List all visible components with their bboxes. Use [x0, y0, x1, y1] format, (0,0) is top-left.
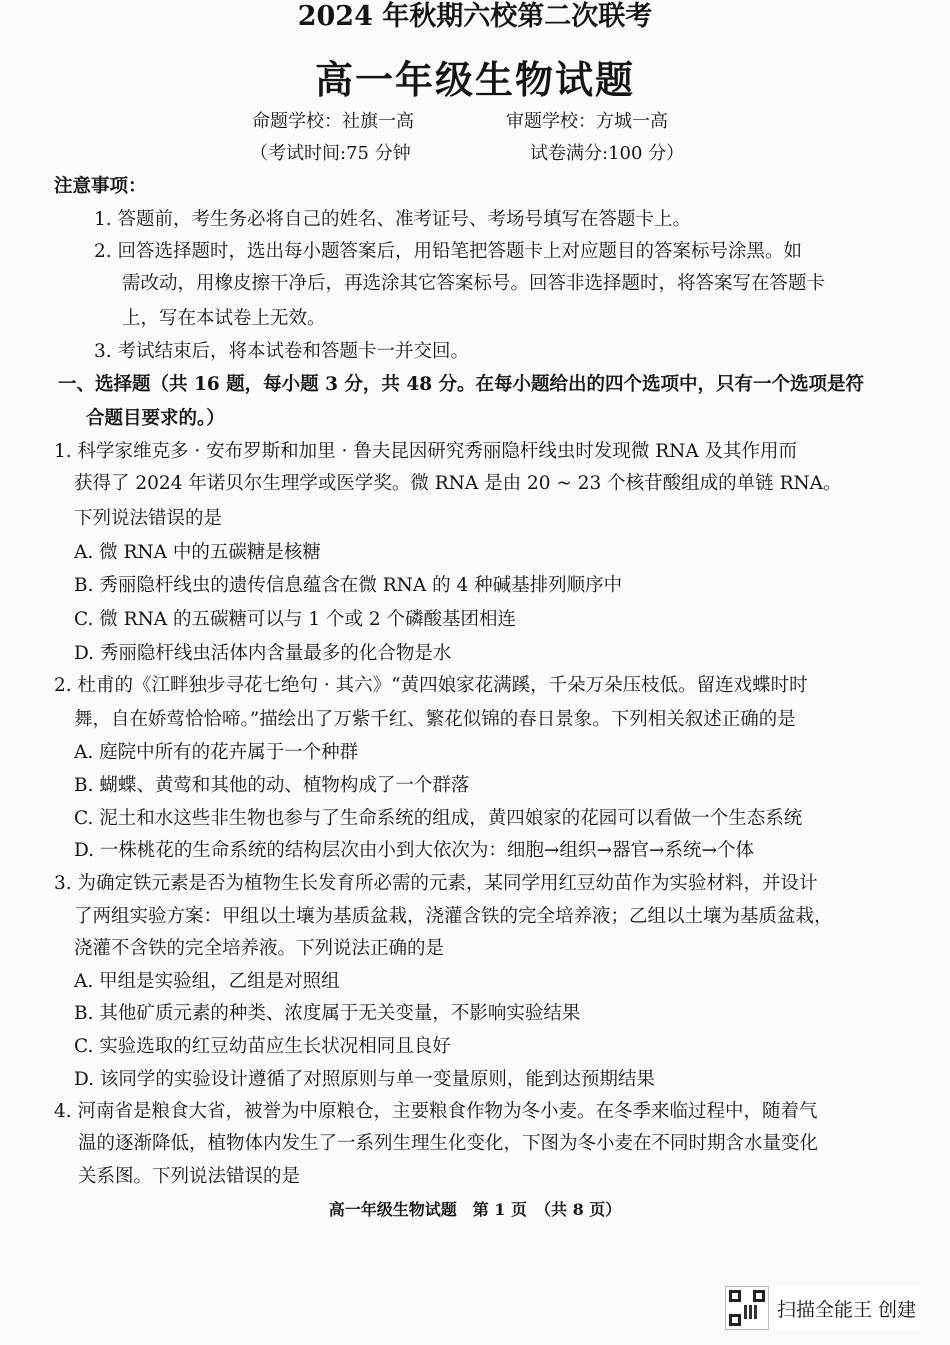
q2-option-b: B. 蝴蝶、黄莺和其他的动、植物构成了一个群落	[74, 775, 470, 796]
page-footer: 高一年级生物试题 第 1 页 （共 8 页）	[328, 1200, 622, 1219]
q1-option-d: D. 秀丽隐杆线虫活体内含量最多的化合物是水	[74, 643, 452, 664]
q1-stem-line-3: 下列说法错误的是	[74, 508, 223, 529]
q3-option-b: B. 其他矿质元素的种类、浓度属于无关变量，不影响实验结果	[74, 1003, 581, 1024]
q1-stem-line-2: 获得了 2024 年诺贝尔生理学或医学奖。微 RNA 是由 20 ~ 23 个核苷酸组成的单链 RNA。	[74, 473, 842, 494]
q4-stem-line-2: 温的逐渐降低，植物体内发生了一系列生理生化变化，下图为冬小麦在不同时期含水量变化	[78, 1133, 819, 1154]
q2-option-a: A. 庭院中所有的花卉属于一个种群	[74, 742, 359, 763]
q3-stem-line-2: 了两组实验方案：甲组以土壤为基质盆栽，浇灌含铁的完全培养液；乙组以土壤为基质盆栽，	[74, 906, 833, 927]
note-2-line-1: 2. 回答选择题时，选出每小题答案后，用铅笔把答题卡上对应题目的答案标号涂黑。如	[94, 241, 803, 262]
subject-title: 高一年级生物试题	[314, 57, 635, 102]
q3-stem-line-3: 浇灌不含铁的完全培养液。下列说法正确的是	[74, 938, 445, 959]
q1-option-b: B. 秀丽隐杆线虫的遗传信息蕴含在微 RNA 的 4 种碱基排列顺序中	[74, 575, 623, 596]
setter-school: 命题学校：社旗一高	[252, 111, 414, 132]
exam-title: 2024 年秋期六校第二次联考	[297, 1, 653, 32]
q4-stem-line-3: 关系图。下列说法错误的是	[78, 1166, 301, 1187]
q4-stem-line-1: 4. 河南省是粮食大省，被誉为中原粮仓，主要粮食作物为冬小麦。在冬季来临过程中，随着气	[54, 1101, 818, 1122]
full-score: 试卷满分:100 分）	[530, 143, 685, 164]
section-heading-line-2: 合题目要求的。）	[86, 408, 225, 429]
q1-stem-line-1: 1. 科学家维克多 · 安布罗斯和加里 · 鲁夫昆因研究秀丽隐杆线虫时发现微 RNA 及其作用而	[54, 441, 798, 462]
exam-time: （考试时间:75 分钟	[250, 143, 411, 164]
q1-option-a: A. 微 RNA 中的五碳糖是核糖	[74, 542, 321, 563]
q3-option-a: A. 甲组是实验组，乙组是对照组	[74, 971, 340, 992]
note-1: 1. 答题前，考生务必将自己的姓名、准考证号、考场号填写在答题卡上。	[94, 209, 692, 230]
q1-option-c: C. 微 RNA 的五碳糖可以与 1 个或 2 个磷酸基团相连	[74, 609, 517, 630]
q2-option-c: C. 泥土和水这些非生物也参与了生命系统的组成，黄四娘家的花园可以看做一个生态系统	[74, 808, 803, 829]
q3-stem-line-1: 3. 为确定铁元素是否为植物生长发育所必需的元素，某同学用红豆幼苗作为实验材料，并设计	[54, 873, 818, 894]
note-3: 3. 考试结束后，将本试卷和答题卡一并交回。	[94, 341, 470, 362]
q2-stem-line-2: 舞，自在娇莺恰恰啼。”描绘出了万紫千红、繁花似锦的春日景象。下列相关叙述正确的是	[74, 709, 796, 730]
q3-option-c: C. 实验选取的红豆幼苗应生长状况相同且良好	[74, 1036, 451, 1057]
q3-option-d: D. 该同学的实验设计遵循了对照原则与单一变量原则，能到达预期结果	[74, 1069, 655, 1090]
reviewer-school: 审题学校：方城一高	[506, 111, 668, 132]
watermark-text: 扫描全能王 创建	[776, 1298, 916, 1321]
section-heading-line-1: 一、选择题（共 16 题，每小题 3 分，共 48 分。在每小题给出的四个选项中，只有一个选项是符	[58, 374, 865, 395]
scanner-watermark	[725, 1286, 920, 1330]
q2-option-d: D. 一株桃花的生命系统的结构层次由小到大依次为：细胞→组织→器官→系统→个体	[74, 840, 754, 861]
qr-code-icon	[725, 1286, 769, 1330]
note-2-line-3: 上，写在本试卷上无效。	[122, 308, 326, 329]
q2-stem-line-1: 2. 杜甫的《江畔独步寻花七绝句 · 其六》“黄四娘家花满蹊，千朵万朵压枝低。留连戏蝶时时	[54, 675, 808, 696]
note-2-line-2: 需改动，用橡皮擦干净后，再选涂其它答案标号。回答非选择题时，将答案写在答题卡	[122, 273, 826, 294]
notes-heading: 注意事项：	[54, 176, 147, 197]
